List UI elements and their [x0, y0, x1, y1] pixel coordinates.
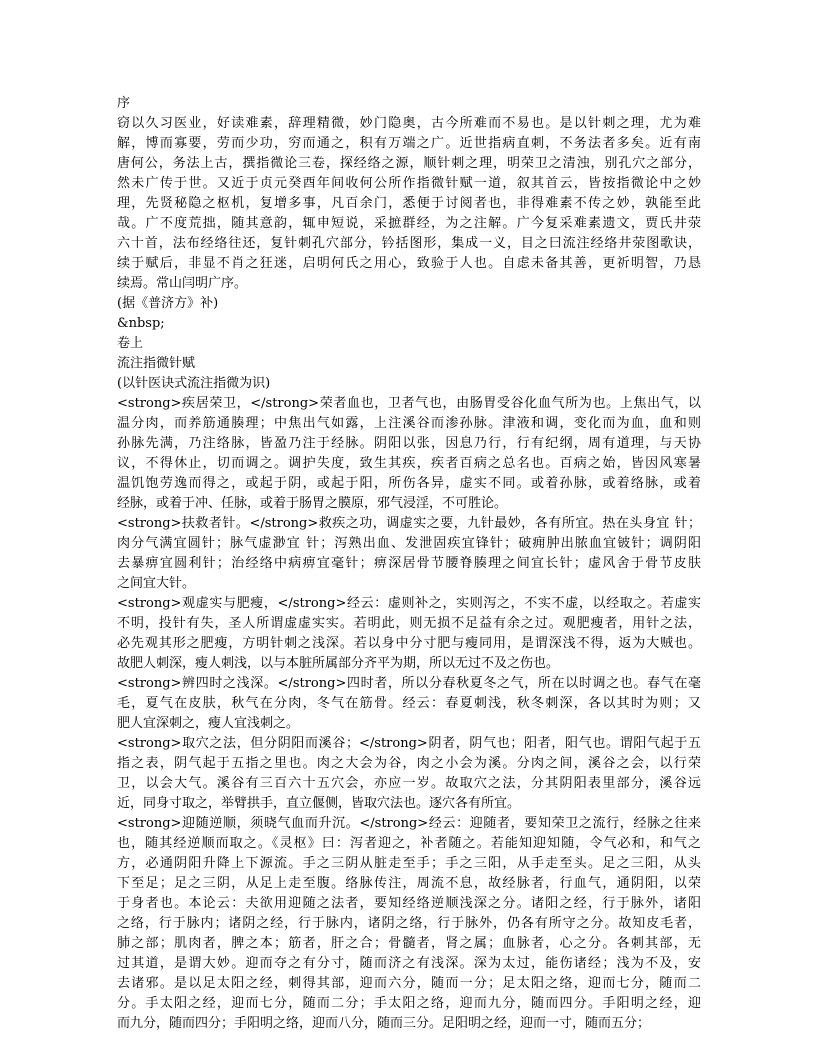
text-line: 去诸邪。是以足太阳之经，刺得其部，迎而六分，随而一分；足太阳之络，迎而七分，随而二	[117, 976, 701, 991]
text-line: 解，博而寡要，劳而少功，穷而通之，积有万端之广。近世指病直刺，不务法者多矣。近有南	[117, 136, 701, 151]
text-line: 续于赋后，非显不肖之狂迷，启明何氏之用心，致验于人也。自虑未备其善，更祈明智，乃恳	[117, 256, 701, 271]
text-line: 窃以久习医业，好读难素，辞理精微，妙门隐奥，古今所难而不易也。是以针刺之理，尤为难	[117, 116, 701, 131]
text-line: <strong>扶救者针。</strong>救疾之功，调虚实之要，九针最妙，各有所宜。热在头身宜 针；	[117, 516, 701, 531]
text-line: 经脉，或着于冲、任脉，或着于肠胃之膜原，邪气浸淫，不可胜论。	[117, 496, 508, 511]
text-line: 过其道，是谓大妙。迎而夺之有分寸，随而济之有浅深。深为太过，能伤诸经；浅为不及，安	[117, 956, 701, 971]
text-line: 毛，夏气在皮肤，秋气在分肉，冬气在筋骨。经云：春夏刺浅，秋冬刺深，各以其时为则；又	[117, 696, 701, 711]
document-page	[117, 94, 701, 1034]
preface-heading: 序	[117, 96, 131, 111]
text-line: 唐何公，务法上古，撰指微论三卷，探经络之源，顺针刺之理，明荣卫之清浊，别孔穴之部分，	[117, 156, 701, 171]
text-line: 下至足；足之三阴，从足上走至腹。络脉传注，周流不息，故经脉者，行血气，通阴阳，以荣	[117, 876, 701, 891]
section-si-shi	[117, 674, 701, 734]
text-line: 指之表，阴气起于五指之里也。肉之大会为谷，肉之小会为溪。分肉之间，溪谷之会，以行荣	[117, 756, 701, 771]
fu-title: 流注指微针赋	[117, 356, 196, 371]
text-line: 议，不得休止，切而调之。调护失度，致生其疾，疾者百病之总名也。百病之始，皆因风寒暑	[117, 456, 701, 471]
text-line: 分。手太阳之经，迎而七分，随而二分；手太阳之络，迎而九分，随而四分。手阳明之经，迎	[117, 996, 701, 1011]
preface-paragraph	[117, 114, 701, 294]
text-line: 去暴痹宜圆利针；治经络中病痹宜毫针；痹深居骨节腰脊腠理之间宜长针；虚风舍于骨节皮肤	[117, 556, 701, 571]
text-line: 卫，以会大气。溪谷有三百六十五穴会，亦应一岁。故取穴之法，分其阴阳表里部分，溪谷远	[117, 776, 701, 791]
text-line: <strong>迎随逆顺，须晓气血而升沉。</strong>经云：迎随者，要知荣卫之流行，经脉之往来	[117, 816, 701, 831]
text-line: 不明，投针有失，圣人所谓虚虚实实。若明此，则无损不足益有余之过。观肥瘦者，用针之法，	[117, 616, 701, 631]
text-line: 六十首，法布经络往还，复针刺孔穴部分，钤括图形，集成一义，目之曰流注经络井荥图歌诀，	[117, 236, 701, 251]
html-entity-line: &nbsp;	[117, 316, 165, 331]
text-line: 肉分气满宜圆针；脉气虚渺宜 针；泻熟出血、发泄固疾宜锋针；破痈肿出脓血宜铍针；调阴阳	[117, 536, 701, 551]
text-line: 哉。广不度荒拙，随其意韵，辄申短说，采摭群经，为之注解。广今复采难素遗文，贾氏井荥	[117, 216, 701, 231]
section-ying-sui	[117, 814, 701, 1034]
text-line: 必先观其形之肥瘦，方明针刺之浅深。若以身中分寸肥与瘦同用，是谓深浅不得，返为大贼也。	[117, 636, 701, 651]
volume-heading: 卷上	[117, 336, 144, 351]
text-line: 理，先贤秘隐之枢机，复增多事，凡百余门，悉便于讨阅者也，非得难素不传之妙，孰能至此	[117, 196, 701, 211]
section-ju-rong-wei	[117, 394, 701, 514]
section-jiu-zhe-zhen	[117, 514, 701, 594]
text-line: <strong>疾居荣卫，</strong>荣者血也，卫者气也，由肠胃受谷化血气所为也。上焦出气，以	[117, 396, 701, 411]
text-line: 之络，行于脉内；诸阴之经，行于脉内，诸阴之络，行于脉外，仍各有所守之分。故知皮毛者，	[117, 916, 701, 931]
text-line: 温饥饱劳逸而得之，或起于阴，或起于阳，所伤各异，虚实不同。或着孙脉，或着络脉，或着	[117, 476, 701, 491]
text-line: 肥人宜深刺之，瘦人宜浅刺之。	[117, 716, 300, 731]
text-line: <strong>辨四时之浅深。</strong>四时者，所以分春秋夏冬之气，所在以时调之也。春气在毫	[117, 676, 701, 691]
text-line: 肺之部；肌肉者，脾之本；筋者，肝之合；骨髓者，肾之属；血脉者，心之分。各刺其部，无	[117, 936, 701, 951]
source-note: (据《普济方》补)	[117, 296, 219, 311]
text-line: 之间宜大针。	[117, 576, 196, 591]
text-line: 温分肉，而养筋通腠理；中焦出气如露，上注溪谷而渗孙脉。津液和调，变化而为血，血和则	[117, 416, 701, 431]
text-line: 方，必通阴阳升降上下源流。手之三阴从脏走至手；手之三阳，从手走至头。足之三阳，从头	[117, 856, 701, 871]
text-line: 于身者也。本论云：夫欲用迎随之法者，要知经络逆顺浅深之分。诸阳之经，行于脉外，诸阳	[117, 896, 701, 911]
section-xu-shi-fei-shou	[117, 594, 701, 674]
text-line: <strong>观虚实与肥瘦，</strong>经云：虚则补之，实则泻之，不实不虚，以经取之。若虚实	[117, 596, 701, 611]
text-line: 孙脉先满，乃注络脉，皆盈乃注于经脉。阴阳以张，因息乃行，行有纪纲，周有道理，与天协	[117, 436, 701, 451]
text-line: 近，同身寸取之，举臂拱手，直立偃侧，皆取穴法也。逐穴各有所宜。	[117, 796, 521, 811]
text-line: 续焉。常山闫明广序。	[117, 276, 248, 291]
text-line: 故肥人刺深，瘦人刺浅，以与本脏所属部分齐平为期，所以无过不及之伤也。	[117, 656, 560, 671]
fu-subtitle: (以针医诀式流注指微为识)	[117, 376, 271, 391]
text-line: 而九分，随而四分；手阳明之络，迎而八分，随而三分。足阳明之经，迎而一寸，随而五分；	[117, 1016, 651, 1031]
text-line: 然未广传于世。又近于贞元癸酉年间收何公所作指微针赋一道，叙其首云，皆按指微论中之妙	[117, 176, 701, 191]
text-line: <strong>取穴之法，但分阴阳而溪谷；</strong>阴者，阴气也；阳者，阳气也。谓阳气起于五	[117, 736, 701, 751]
text-line: 也，随其经逆顺而取之。《灵枢》曰：泻者迎之，补者随之。若能知迎知随，令气必和，和气之	[117, 836, 701, 851]
section-qu-xue	[117, 734, 701, 814]
